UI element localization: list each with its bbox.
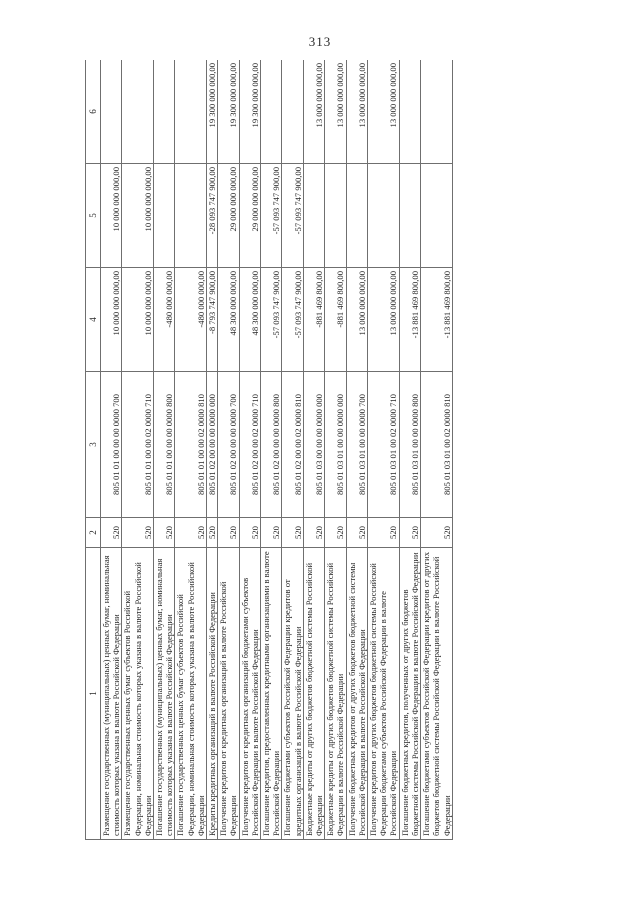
row-budget-code: 805 01 03 01 00 02 0000 710 [368, 372, 400, 518]
row-value-col5 [154, 164, 175, 268]
row-value-col4: -480 000 000,00 [175, 268, 207, 372]
row-value-col6: 19 300 000 000,00 [218, 60, 239, 164]
column-header: 6 [86, 60, 101, 164]
row-value-col6: 13 000 000 000,00 [346, 60, 367, 164]
row-value-col5: 10 000 000 000,00 [122, 164, 154, 268]
table-row [325, 60, 346, 840]
row-value-col4: 13 000 000 000,00 [368, 268, 400, 372]
row-value-col5 [346, 164, 367, 268]
column-header: 4 [86, 268, 101, 372]
table-row [303, 60, 324, 840]
row-name: Кредиты кредитных организаций в валюте Российской Федерации [207, 548, 218, 840]
row-code: 520 [218, 518, 239, 548]
row-value-col6: 13 000 000 000,00 [325, 60, 346, 164]
row-name: Получение бюджетных кредитов от других бюджетов бюджетной системы Российской Федерации в валюте Российской Федерации [346, 548, 367, 840]
row-code: 520 [303, 518, 324, 548]
row-code: 520 [346, 518, 367, 548]
row-value-col5 [399, 164, 420, 268]
row-value-col4: 48 300 000 000,00 [239, 268, 260, 372]
column-header: 3 [86, 372, 101, 518]
row-code: 520 [399, 518, 420, 548]
table-row [175, 60, 207, 840]
row-name: Получение кредитов от кредитных организаций в валюте Российской Федерации [218, 548, 239, 840]
row-code: 520 [325, 518, 346, 548]
row-name: Размещение государственных ценных бумаг субъектов Российской Федерации, номинальная стоимость которых указана в валюте Российской Федерации [122, 548, 154, 840]
row-value-col4: -57 093 747 900,00 [282, 268, 303, 372]
table-row [346, 60, 367, 840]
row-value-col5: 29 000 000 000,00 [239, 164, 260, 268]
row-budget-code: 805 01 03 01 00 00 0000 000 [325, 372, 346, 518]
row-budget-code: 805 01 01 00 00 00 0000 700 [101, 372, 122, 518]
row-value-col4: -881 469 800,00 [325, 268, 346, 372]
row-value-col6 [399, 60, 420, 164]
row-name: Размещение государственных (муниципальных) ценных бумаг, номинальная стоимость которых указана в валюте Российской Федерации [101, 548, 122, 840]
row-name: Погашение бюджетами субъектов Российской Федерации кредитов от кредитных организаций в валюте Российской Федерации [282, 548, 303, 840]
column-header: 1 [86, 548, 101, 840]
row-value-col6 [175, 60, 207, 164]
row-budget-code: 805 01 02 00 00 02 0000 810 [282, 372, 303, 518]
row-code: 520 [421, 518, 453, 548]
row-value-col6 [421, 60, 453, 164]
row-value-col5: -57 093 747 900,00 [261, 164, 282, 268]
row-value-col6 [122, 60, 154, 164]
row-budget-code: 805 01 02 00 00 00 0000 000 [207, 372, 218, 518]
page-number: 313 [308, 34, 332, 49]
row-budget-code: 805 01 03 00 00 00 0000 000 [303, 372, 324, 518]
row-value-col6 [282, 60, 303, 164]
table-row [399, 60, 420, 840]
column-header: 5 [86, 164, 101, 268]
row-budget-code: 805 01 01 00 00 02 0000 810 [175, 372, 207, 518]
column-number-header [86, 60, 101, 840]
table-row [122, 60, 154, 840]
table-row [218, 60, 239, 840]
row-code: 520 [282, 518, 303, 548]
row-value-col5: 10 000 000 000,00 [101, 164, 122, 268]
row-code: 520 [239, 518, 260, 548]
row-value-col5: -57 093 747 900,00 [282, 164, 303, 268]
row-value-col5: -28 093 747 900,00 [207, 164, 218, 268]
row-name: Бюджетные кредиты от других бюджетов бюджетной системы Российской Федерации [303, 548, 324, 840]
row-value-col6 [261, 60, 282, 164]
row-budget-code: 805 01 02 00 00 00 0000 800 [261, 372, 282, 518]
table-row [101, 60, 122, 840]
row-value-col5 [325, 164, 346, 268]
row-value-col4: -57 093 747 900,00 [261, 268, 282, 372]
row-name: Погашение государственных (муниципальных) ценных бумаг, номинальная стоимость которых указана в валюте Российской Федерации [154, 548, 175, 840]
row-value-col6: 13 000 000 000,00 [368, 60, 400, 164]
row-budget-code: 805 01 03 01 00 00 0000 700 [346, 372, 367, 518]
row-name: Погашение бюджетами субъектов Российской Федерации кредитов от других бюджетов бюджетной системы Российской Федерации в валюте Российской Федерации [421, 548, 453, 840]
row-code: 520 [368, 518, 400, 548]
budget-sources-table [85, 60, 453, 840]
row-budget-code: 805 01 02 00 00 02 0000 710 [239, 372, 260, 518]
row-value-col4: 48 300 000 000,00 [218, 268, 239, 372]
table-row [261, 60, 282, 840]
row-value-col4: 10 000 000 000,00 [101, 268, 122, 372]
row-name: Получение кредитов от кредитных организаций бюджетами субъектов Российской Федерации в валюте Российской Федерации [239, 548, 260, 840]
table-row [154, 60, 175, 840]
row-value-col5 [303, 164, 324, 268]
row-value-col6: 19 300 000 000,00 [239, 60, 260, 164]
table-row [282, 60, 303, 840]
row-value-col6: 13 000 000 000,00 [303, 60, 324, 164]
row-value-col6 [101, 60, 122, 164]
table-row [207, 60, 218, 840]
row-value-col5: 29 000 000 000,00 [218, 164, 239, 268]
row-value-col4: -8 793 747 900,00 [207, 268, 218, 372]
row-value-col5 [368, 164, 400, 268]
rotated-table-container [85, 60, 535, 840]
row-budget-code: 805 01 01 00 00 00 0000 800 [154, 372, 175, 518]
row-value-col4: -881 469 800,00 [303, 268, 324, 372]
row-value-col5 [175, 164, 207, 268]
row-value-col4: -480 000 000,00 [154, 268, 175, 372]
row-value-col4: -13 881 469 800,00 [421, 268, 453, 372]
table-row [368, 60, 400, 840]
table-body [101, 60, 453, 840]
row-name: Погашение бюджетных кредитов, полученных от других бюджетов бюджетной системы Российской Федерации в валюте Российской Федерации [399, 548, 420, 840]
row-value-col5 [421, 164, 453, 268]
row-name: Получение кредитов от других бюджетов бюджетной системы Российской Федерации бюджетами субъектов Российской Федерации в валюте Российской Федерации [368, 548, 400, 840]
table-row [239, 60, 260, 840]
row-code: 520 [154, 518, 175, 548]
row-code: 520 [101, 518, 122, 548]
row-budget-code: 805 01 03 01 00 00 0000 800 [399, 372, 420, 518]
row-budget-code: 805 01 02 00 00 00 0000 700 [218, 372, 239, 518]
row-code: 520 [122, 518, 154, 548]
row-budget-code: 805 01 01 00 00 02 0000 710 [122, 372, 154, 518]
row-code: 520 [175, 518, 207, 548]
row-name: Бюджетные кредиты от других бюджетов бюджетной системы Российской Федерации в валюте Российской Федерации [325, 548, 346, 840]
row-value-col6: 19 300 000 000,00 [207, 60, 218, 164]
row-name: Погашение кредитов, предоставленных кредитными организациями в валюте Российской Федерации [261, 548, 282, 840]
column-header: 2 [86, 518, 101, 548]
row-code: 520 [261, 518, 282, 548]
table-row [421, 60, 453, 840]
row-value-col4: -13 881 469 800,00 [399, 268, 420, 372]
row-value-col4: 13 000 000 000,00 [346, 268, 367, 372]
row-value-col4: 10 000 000 000,00 [122, 268, 154, 372]
row-budget-code: 805 01 03 01 00 02 0000 810 [421, 372, 453, 518]
row-value-col6 [154, 60, 175, 164]
budget-table-frame [85, 60, 535, 840]
row-name: Погашение государственных ценных бумаг субъектов Российской Федерации, номинальная стоимость которых указана в валюте Российской Федерации [175, 548, 207, 840]
row-code: 520 [207, 518, 218, 548]
